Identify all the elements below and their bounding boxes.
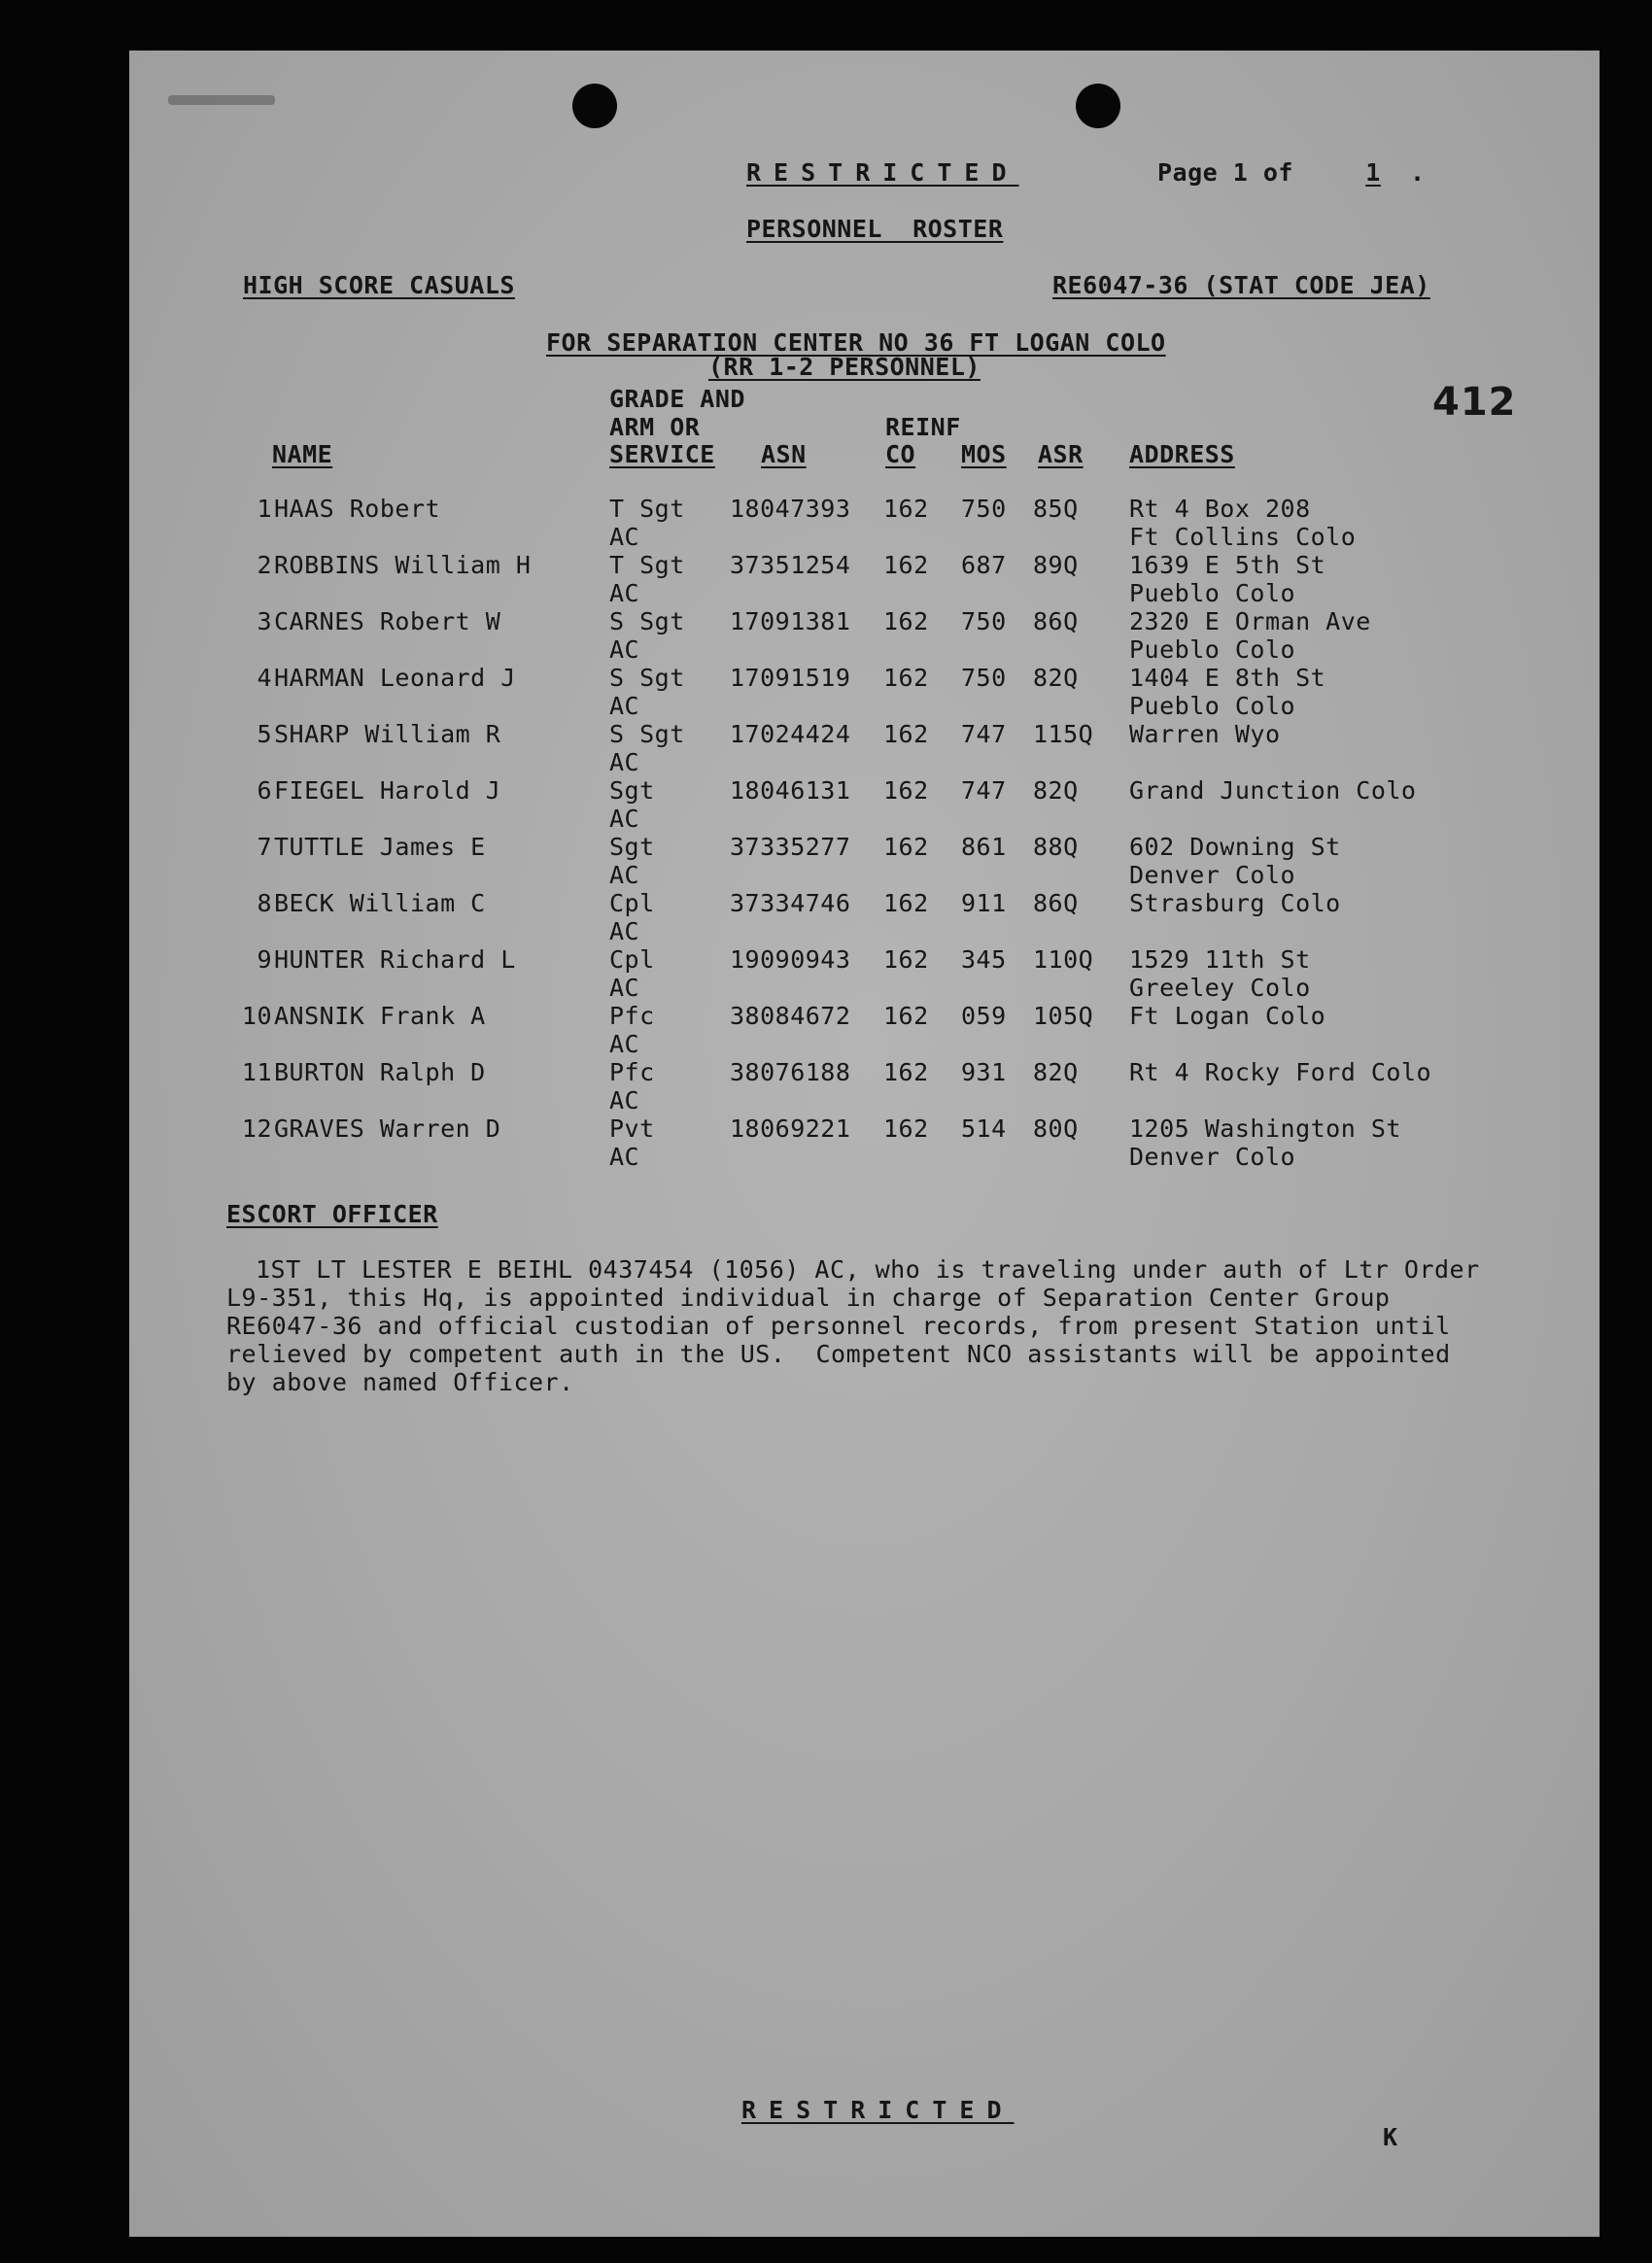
row-mos: 750 [961,607,1007,635]
row-asr: 80Q [1033,1114,1079,1143]
page-total: 1 [1365,158,1381,187]
row-asn: 38076188 [730,1058,851,1086]
row-address: 2320 E Orman Ave [1129,607,1371,635]
row-reinf-co: 162 [883,889,929,917]
roster-row [129,665,1600,721]
row-asn: 17091381 [730,607,851,635]
roster-row [129,721,1600,777]
row-reinf-co: 162 [883,833,929,861]
row-address: Rt 4 Box 208 [1129,495,1311,523]
row-grade: Pfc [609,1058,655,1086]
row-grade: T Sgt [609,495,685,523]
row-address-line2: Greeley Colo [1129,974,1311,1002]
row-mos: 747 [961,720,1007,748]
row-asn: 37351254 [730,551,851,579]
col-mos: MOS [961,440,1007,468]
classification-top: RESTRICTED [746,158,1019,187]
col-reinf-line2: CO [885,440,916,468]
row-mos: 861 [961,833,1007,861]
row-address: 602 Downing St [1129,833,1341,861]
row-asr: 115Q [1033,720,1094,748]
roster-row [129,1059,1600,1115]
document-number: 412 [1432,380,1517,425]
row-arm: AC [609,861,640,889]
row-grade: Cpl [609,945,655,974]
row-number: 2 [257,551,272,579]
roster-row [129,496,1600,552]
row-number: 7 [257,833,272,861]
row-asn: 37334746 [730,889,851,917]
row-arm: AC [609,635,640,664]
row-reinf-co: 162 [883,945,929,974]
row-reinf-co: 162 [883,495,929,523]
group-name: HIGH SCORE CASUALS [243,271,515,299]
row-arm: AC [609,1086,640,1114]
row-grade: Pvt [609,1114,655,1143]
col-reinf-line1: REINF [885,413,961,441]
col-name: NAME [272,440,333,468]
destination: FOR SEPARATION CENTER NO 36 FT LOGAN COLO [546,328,1166,357]
row-grade: T Sgt [609,551,685,579]
row-asn: 38084672 [730,1002,851,1030]
row-asr: 89Q [1033,551,1079,579]
roster-row [129,890,1600,946]
row-address: 1205 Washington St [1129,1114,1401,1143]
row-number: 5 [257,720,272,748]
footer-mark: K [1383,2123,1398,2151]
row-number: 12 [241,1114,272,1143]
row-number: 11 [241,1058,272,1086]
row-asn: 18069221 [730,1114,851,1143]
row-address: 1529 11th St [1129,945,1311,974]
row-reinf-co: 162 [883,1114,929,1143]
row-asr: 110Q [1033,945,1094,974]
roster-row [129,777,1600,834]
row-asn: 17091519 [730,664,851,692]
row-number: 6 [257,776,272,805]
group-code: RE6047-36 (STAT CODE JEA) [1052,271,1430,299]
row-address-line2: Ft Collins Colo [1129,523,1357,551]
row-reinf-co: 162 [883,720,929,748]
col-asn: ASN [761,440,807,468]
escort-line: relieved by competent auth in the US. Competent NCO assistants will be appointed [226,1340,1451,1368]
row-reinf-co: 162 [883,551,929,579]
row-name: SHARP William R [274,720,501,748]
row-name: GRAVES Warren D [274,1114,501,1143]
punch-hole-right [1076,84,1120,128]
row-address: 1404 E 8th St [1129,664,1326,692]
row-asr: 86Q [1033,607,1079,635]
row-address: Strasburg Colo [1129,889,1341,917]
row-reinf-co: 162 [883,1058,929,1086]
row-reinf-co: 162 [883,1002,929,1030]
document-title: PERSONNEL ROSTER [746,215,1004,243]
row-name: BECK William C [274,889,486,917]
row-number: 10 [241,1002,272,1030]
row-asn: 18046131 [730,776,851,805]
row-number: 8 [257,889,272,917]
row-number: 9 [257,945,272,974]
row-number: 1 [257,495,272,523]
row-mos: 514 [961,1114,1007,1143]
destination-sub: (RR 1-2 PERSONNEL) [708,353,981,381]
row-name: ROBBINS William H [274,551,532,579]
row-mos: 059 [961,1002,1007,1030]
row-grade: Sgt [609,776,655,805]
row-mos: 750 [961,495,1007,523]
row-grade: S Sgt [609,664,685,692]
punch-hole-left [572,84,617,128]
row-address: 1639 E 5th St [1129,551,1326,579]
row-address-line2: Pueblo Colo [1129,579,1296,607]
col-grade-line3: SERVICE [609,440,715,468]
row-address-line2: Pueblo Colo [1129,635,1296,664]
col-grade-line2: ARM OR [609,413,701,441]
row-name: TUTTLE James E [274,833,486,861]
row-grade: Cpl [609,889,655,917]
row-reinf-co: 162 [883,664,929,692]
row-arm: AC [609,523,640,551]
row-asn: 17024424 [730,720,851,748]
row-asr: 105Q [1033,1002,1094,1030]
row-name: BURTON Ralph D [274,1058,486,1086]
row-number: 3 [257,607,272,635]
corner-smudge [168,95,275,105]
escort-line: L9-351, this Hq, is appointed individual in charge of Separation Center Group [226,1284,1391,1312]
row-name: ANSNIK Frank A [274,1002,486,1030]
row-address-line2: Pueblo Colo [1129,692,1296,720]
row-address: Ft Logan Colo [1129,1002,1326,1030]
row-asn: 37335277 [730,833,851,861]
row-name: HUNTER Richard L [274,945,516,974]
row-asn: 18047393 [730,495,851,523]
document-page [129,51,1600,2237]
row-asr: 82Q [1033,776,1079,805]
row-arm: AC [609,692,640,720]
row-mos: 911 [961,889,1007,917]
row-name: FIEGEL Harold J [274,776,501,805]
page-label: Page 1 of [1157,158,1293,187]
escort-heading: ESCORT OFFICER [226,1200,438,1228]
row-asr: 86Q [1033,889,1079,917]
row-mos: 750 [961,664,1007,692]
row-grade: S Sgt [609,607,685,635]
row-mos: 931 [961,1058,1007,1086]
row-number: 4 [257,664,272,692]
escort-line: RE6047-36 and official custodian of personnel records, from present Station until [226,1312,1451,1340]
row-grade: Pfc [609,1002,655,1030]
row-arm: AC [609,579,640,607]
row-asr: 82Q [1033,664,1079,692]
col-grade-line1: GRADE AND [609,385,745,413]
col-asr: ASR [1038,440,1084,468]
row-asr: 88Q [1033,833,1079,861]
row-arm: AC [609,805,640,833]
row-arm: AC [609,748,640,776]
row-name: HARMAN Leonard J [274,664,516,692]
classification-bottom: RESTRICTED [741,2096,1015,2124]
row-mos: 747 [961,776,1007,805]
row-reinf-co: 162 [883,776,929,805]
row-address: Grand Junction Colo [1129,776,1417,805]
col-address: ADDRESS [1129,440,1235,468]
row-address: Warren Wyo [1129,720,1281,748]
row-arm: AC [609,1143,640,1171]
row-arm: AC [609,917,640,945]
row-reinf-co: 162 [883,607,929,635]
row-asr: 85Q [1033,495,1079,523]
row-asn: 19090943 [730,945,851,974]
roster-row [129,1003,1600,1059]
row-address-line2: Denver Colo [1129,861,1296,889]
row-mos: 687 [961,551,1007,579]
row-address-line2: Denver Colo [1129,1143,1296,1171]
roster-row [129,946,1600,1003]
row-grade: S Sgt [609,720,685,748]
row-name: CARNES Robert W [274,607,501,635]
escort-line: 1ST LT LESTER E BEIHL 0437454 (1056) AC, who is traveling under auth of Ltr Order [256,1255,1480,1284]
roster-row [129,552,1600,608]
row-mos: 345 [961,945,1007,974]
row-asr: 82Q [1033,1058,1079,1086]
row-arm: AC [609,1030,640,1058]
row-grade: Sgt [609,833,655,861]
row-name: HAAS Robert [274,495,441,523]
page-period: . [1410,158,1426,187]
row-address: Rt 4 Rocky Ford Colo [1129,1058,1432,1086]
roster-row [129,834,1600,890]
roster-row [129,1115,1600,1172]
escort-line: by above named Officer. [226,1368,574,1396]
row-arm: AC [609,974,640,1002]
roster-row [129,608,1600,665]
